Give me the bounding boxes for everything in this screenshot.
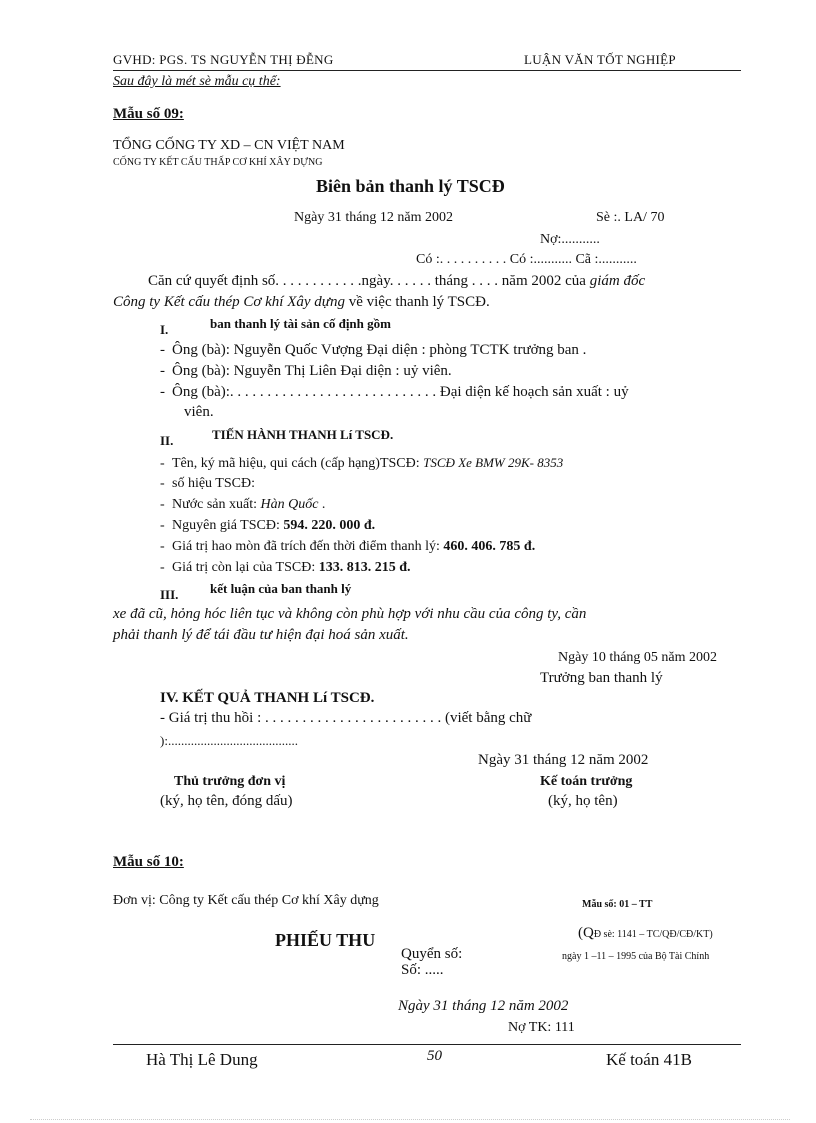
page-number: 50 xyxy=(427,1048,442,1064)
page-edge-line xyxy=(30,1119,790,1120)
conclusion-date: Ngày 10 tháng 05 năm 2002 xyxy=(558,650,718,665)
conclusion-line-2: phải thanh lý để tái đầu tư hiện đại hoá sản xuất. xyxy=(113,627,409,643)
sign-right-note: (ký, họ tên) xyxy=(548,793,618,809)
result-date: Ngày 31 tháng 12 năm 2002 xyxy=(478,752,649,768)
section-2-number: II. xyxy=(160,433,174,448)
form10-decision: (QĐ sè: 1141 – TC/QĐ/CĐ/KT) xyxy=(578,925,713,941)
footer-rule xyxy=(113,1044,741,1045)
recovery-line-2: ):........................................ xyxy=(160,733,298,748)
section-1-title: ban thanh lý tài sản cố định gồm xyxy=(210,316,391,331)
asset-cost: - Nguyên giá TSCĐ: 594. 220. 000 đ. xyxy=(160,518,376,533)
sign-left-title: Thủ trưởng đơn vị xyxy=(174,774,286,789)
member-3-cont: viên. xyxy=(184,404,214,420)
form10-decision-date: ngày 1 –11 – 1995 của Bộ Tài Chính xyxy=(562,951,710,962)
basis-line-2: Công ty Kết cấu thép Cơ khí Xây dựng về việc thanh lý TSCĐ. xyxy=(113,294,490,310)
section-1-number: I. xyxy=(160,322,169,337)
intro-text: Sau đây là mét sè mẫu cụ thể: xyxy=(113,74,281,89)
member-2: - Ông (bà): Nguyễn Thị Liên Đại diện : uỷ viên. xyxy=(160,363,452,379)
receipt-debit: Nợ TK: 111 xyxy=(508,1020,575,1035)
form10-code: Mẫu số: 01 – TT xyxy=(582,899,653,910)
footer-author: Hà Thị Lê Dung xyxy=(146,1050,258,1069)
sign-right-title: Kế toán trưởng xyxy=(540,774,633,789)
member-1: - Ông (bà): Nguyễn Quốc Vượng Đại diện : phòng TCTK trưởng ban . xyxy=(160,342,587,358)
header-advisor: GVHD: PGS. TS NGUYỄN THỊ ĐỄNG xyxy=(113,52,334,67)
org-line-1: TỔNG CỐNG TY XD – CN VIỆT NAM xyxy=(113,138,345,153)
member-3: - Ông (bà):. . . . . . . . . . . . . . . . . . . . . . . . . . . . Đại diện kế hoạch sản xuất : uỷ xyxy=(160,384,629,400)
receipt-date: Ngày 31 tháng 12 năm 2002 xyxy=(398,998,569,1014)
form10-heading: Mẫu số 10: xyxy=(113,854,184,870)
asset-name: - Tên, ký mã hiệu, qui cách (cấp hạng)TSCĐ: TSCĐ Xe BMW 29K- 8353 xyxy=(160,455,564,471)
header-rule xyxy=(113,70,741,71)
org-line-2: CỐNG TY KẾT CẤU THẤP CƠ KHÍ XÂY DỰNG xyxy=(113,157,323,168)
basis-line-1: Căn cứ quyết định số. . . . . . . . . . . .ngày. . . . . . tháng . . . . năm 2002 của giám đốc xyxy=(148,273,646,289)
asset-depreciation: - Giá trị hao mòn đã trích đến thời điểm thanh lý: 460. 406. 785 đ. xyxy=(160,539,536,554)
asset-remaining: - Giá trị còn lại của TSCĐ: 133. 813. 215 đ. xyxy=(160,560,411,575)
debit-line: Nợ:........... xyxy=(540,232,600,247)
form09-date: Ngày 31 tháng 12 năm 2002 xyxy=(294,210,454,225)
sign-left-note: (ký, họ tên, đóng dấu) xyxy=(160,793,293,809)
footer-class: Kế toán 41B xyxy=(606,1050,692,1069)
recovery-line-1: - Giá trị thu hồi : . . . . . . . . . . . . . . . . . . . . . . . . (viết bằng chữ xyxy=(160,710,532,726)
receipt-title: PHIẾU THU xyxy=(275,930,376,950)
form10-unit: Đơn vị: Công ty Kết cấu thép Cơ khí Xây dựng xyxy=(113,893,379,908)
section-4-title: IV. KẾT QUẢ THANH Lí TSCĐ. xyxy=(160,690,375,706)
section-3-title: kết luận của ban thanh lý xyxy=(210,581,352,596)
committee-head: Trưởng ban thanh lý xyxy=(540,670,663,686)
form09-heading: Mẫu số 09: xyxy=(113,106,184,122)
section-3-number: III. xyxy=(160,587,179,602)
conclusion-line-1: xe đã cũ, hỏng hóc liên tục và không còn phù hợp với nhu cầu của công ty, cần xyxy=(113,606,587,622)
form09-title: Biên bản thanh lý TSCĐ xyxy=(316,176,505,196)
credit-line: Có :. . . . . . . . . . Có :........... Cã :........... xyxy=(416,252,637,267)
section-2-title: TIẾN HÀNH THANH Lí TSCĐ. xyxy=(212,427,394,442)
form09-number: Sè :. LA/ 70 xyxy=(596,210,665,225)
doc-number: Số: ..... xyxy=(401,962,444,978)
book-number: Quyển số: xyxy=(401,946,463,962)
header-thesis-title: LUẬN VĂN TỐT NGHIỆP xyxy=(524,52,676,67)
asset-country: - Nước sản xuất: Hàn Quốc . xyxy=(160,497,326,512)
asset-serial: - số hiệu TSCĐ: xyxy=(160,476,255,491)
